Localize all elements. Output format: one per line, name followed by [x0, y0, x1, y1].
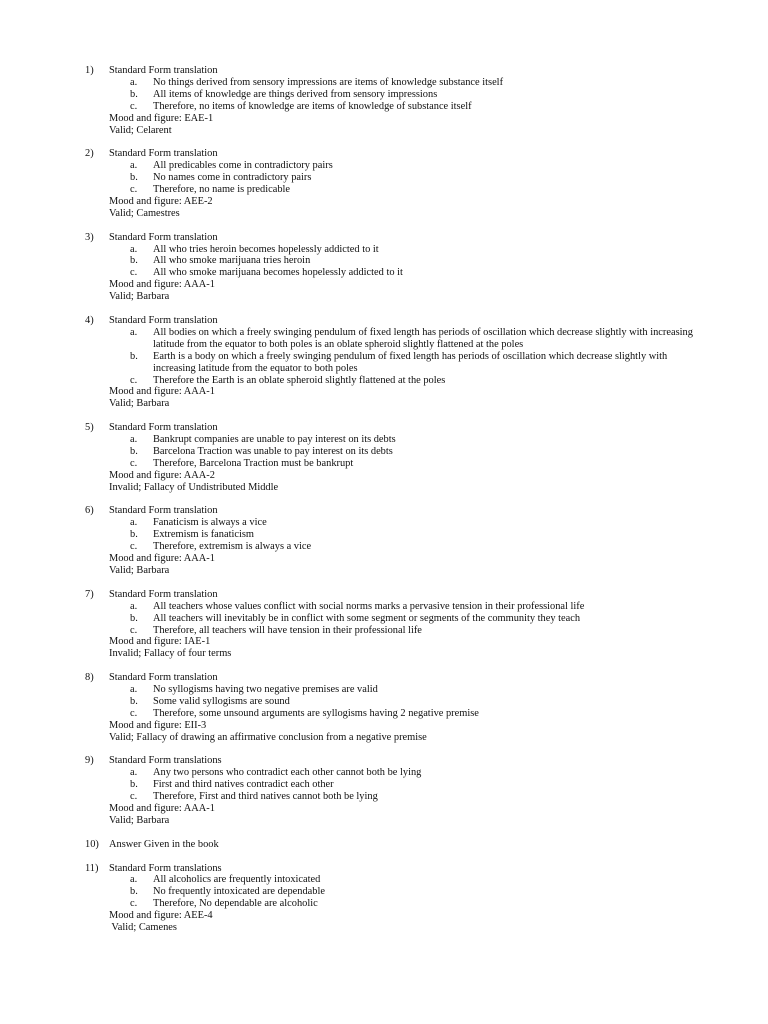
question-number: 10)	[85, 838, 99, 850]
premise-letter: c.	[130, 791, 138, 803]
question-number: 11)	[85, 862, 99, 874]
question-heading: Standard Form translation	[109, 588, 218, 600]
premise-line	[109, 458, 709, 470]
premise-text: All teachers whose values conflict with social norms marks a pervasive tension in their professional life	[153, 600, 585, 612]
premise-letter: b.	[130, 445, 138, 457]
question-number: 7)	[85, 588, 94, 600]
premise-text: No syllogisms having two negative premises are valid	[153, 684, 378, 696]
premise-text: Bankrupt companies are unable to pay interest on its debts	[153, 434, 396, 446]
question-heading: Standard Form translation	[109, 65, 218, 76]
premise-line	[109, 77, 709, 89]
premise-text: All who tries heroin becomes hopelessly addicted to it	[153, 243, 379, 255]
validity-verdict: Valid; Camenes	[109, 922, 177, 934]
validity-verdict: Valid; Barbara	[109, 291, 170, 303]
premise-text: Earth is a body on which a freely swinging pendulum of fixed length has periods of oscillation which decrease slightly with increasing latitude from the equator to both poles	[153, 350, 668, 374]
premise-letter: a.	[130, 517, 138, 529]
premise-line	[109, 351, 709, 375]
validity-verdict: Valid; Fallacy of drawing an affirmative conclusion from a negative premise	[109, 731, 427, 743]
question-heading: Standard Form translations	[109, 862, 222, 874]
question-item	[0, 863, 768, 934]
question-heading: Standard Form translation	[109, 314, 218, 326]
question-item	[0, 232, 768, 303]
premise-text: All predicables come in contradictory pairs	[153, 160, 333, 172]
question-body	[109, 505, 709, 576]
premise-letter: a.	[130, 600, 138, 612]
premise-line	[109, 684, 709, 696]
premise-letter: a.	[130, 684, 138, 696]
premise-line	[109, 101, 709, 113]
question-number: 2)	[85, 148, 94, 160]
premise-line	[109, 601, 709, 613]
validity-verdict: Valid; Barbara	[109, 814, 170, 826]
question-body	[109, 148, 709, 219]
mood-and-figure: Mood and figure: AEE-2	[109, 195, 213, 207]
premise-letter: c.	[130, 100, 138, 112]
premise-line	[109, 529, 709, 541]
validity-verdict: Invalid; Fallacy of four terms	[109, 648, 232, 660]
premise-line	[109, 375, 709, 387]
validity-verdict: Valid; Celarent	[109, 124, 172, 136]
premise-letter: b.	[130, 529, 138, 541]
question-number: 4)	[85, 314, 94, 326]
question-item	[0, 148, 768, 219]
question-body	[109, 65, 709, 136]
question-number: 1)	[85, 65, 94, 76]
premise-letter: b.	[130, 350, 138, 362]
document-page	[0, 65, 768, 946]
validity-verdict: Valid; Camestres	[109, 207, 180, 219]
question-body	[109, 315, 709, 410]
premise-text: Barcelona Traction was unable to pay interest on its debts	[153, 445, 393, 457]
premise-line	[109, 625, 709, 637]
premise-letter: b.	[130, 172, 138, 184]
premise-line	[109, 267, 709, 279]
premise-text: Therefore, no name is predicable	[153, 184, 291, 196]
mood-and-figure: Mood and figure: IAE-1	[109, 636, 211, 648]
premise-line	[109, 791, 709, 803]
premise-line	[109, 446, 709, 458]
premise-text: Therefore the Earth is an oblate spheroid slightly flattened at the poles	[153, 374, 446, 386]
question-item	[0, 65, 768, 136]
question-item	[0, 505, 768, 576]
question-body	[109, 589, 709, 660]
premise-letter: a.	[130, 243, 138, 255]
question-body	[109, 672, 709, 743]
premise-line	[109, 708, 709, 720]
question-heading: Answer Given in the book	[109, 838, 219, 850]
premise-line	[109, 89, 709, 101]
premise-line	[109, 160, 709, 172]
question-body	[109, 755, 709, 826]
premise-letter: c.	[130, 184, 138, 196]
premise-letter: a.	[130, 434, 138, 446]
question-number: 5)	[85, 422, 94, 434]
question-body	[109, 232, 709, 303]
premise-letter: a.	[130, 326, 138, 338]
premise-text: All items of knowledge are things derived from sensory impressions	[153, 88, 438, 100]
premise-text: No frequently intoxicated are dependable	[153, 886, 325, 898]
premise-line	[109, 255, 709, 267]
premise-text: No things derived from sensory impressions are items of knowledge substance itself	[153, 76, 504, 88]
premise-letter: c.	[130, 707, 138, 719]
question-number: 6)	[85, 505, 94, 517]
premise-text: All alcoholics are frequently intoxicated	[153, 874, 321, 886]
premise-text: Therefore, Barcelona Traction must be bankrupt	[153, 457, 354, 469]
premise-line	[109, 696, 709, 708]
question-item	[0, 672, 768, 743]
premise-letter: a.	[130, 160, 138, 172]
premise-letter: b.	[130, 88, 138, 100]
question-heading: Standard Form translation	[109, 505, 218, 517]
premise-letter: c.	[130, 898, 138, 910]
premise-text: Therefore, some unsound arguments are syllogisms having 2 negative premise	[153, 707, 479, 719]
premise-line	[109, 767, 709, 779]
premise-line	[109, 541, 709, 553]
premise-letter: a.	[130, 767, 138, 779]
premise-text: Therefore, First and third natives cannot both be lying	[153, 791, 378, 803]
question-body	[109, 863, 709, 934]
premise-text: All bodies on which a freely swinging pendulum of fixed length has periods of oscillation which decrease slightly with increasing latitude from the equator to both poles is an oblate spheroid slightly flattened at the poles	[153, 326, 693, 350]
premise-line	[109, 184, 709, 196]
premise-line	[109, 886, 709, 898]
premise-letter: b.	[130, 612, 138, 624]
mood-and-figure: Mood and figure: EAE-1	[109, 112, 214, 124]
validity-verdict: Valid; Barbara	[109, 398, 170, 410]
premise-text: Any two persons who contradict each other cannot both be lying	[153, 767, 422, 779]
premise-letter: b.	[130, 255, 138, 267]
question-number: 3)	[85, 231, 94, 243]
question-item	[0, 422, 768, 493]
premise-letter: c.	[130, 457, 138, 469]
premise-line	[109, 434, 709, 446]
premise-letter: a.	[130, 874, 138, 886]
premise-text: First and third natives contradict each other	[153, 779, 334, 791]
validity-verdict: Valid; Barbara	[109, 564, 170, 576]
premise-line	[109, 613, 709, 625]
premise-text: Therefore, no items of knowledge are items of knowledge of substance itself	[153, 100, 472, 112]
mood-and-figure: Mood and figure: AAA-2	[109, 469, 215, 481]
premise-text: Therefore, extremism is always a vice	[153, 541, 312, 553]
premise-text: All teachers will inevitably be in conflict with some segment or segments of the community they teach	[153, 612, 581, 624]
validity-verdict: Invalid; Fallacy of Undistributed Middle	[109, 481, 279, 493]
mood-and-figure: Mood and figure: AAA-1	[109, 803, 215, 815]
premise-line	[109, 244, 709, 256]
question-heading: Standard Form translations	[109, 755, 222, 767]
premise-letter: c.	[130, 267, 138, 279]
question-heading: Standard Form translation	[109, 231, 218, 243]
question-item	[0, 589, 768, 660]
question-number: 9)	[85, 755, 94, 767]
premise-line	[109, 898, 709, 910]
premise-letter: c.	[130, 374, 138, 386]
premise-text: Extremism is fanaticism	[153, 529, 254, 541]
mood-and-figure: Mood and figure: EII-3	[109, 719, 207, 731]
premise-text: Therefore, No dependable are alcoholic	[153, 898, 318, 910]
premise-letter: b.	[130, 886, 138, 898]
premise-letter: a.	[130, 76, 138, 88]
mood-and-figure: Mood and figure: AEE-4	[109, 910, 213, 922]
premise-letter: b.	[130, 695, 138, 707]
premise-text: All who smoke marijuana tries heroin	[153, 255, 311, 267]
premise-letter: c.	[130, 541, 138, 553]
question-body	[109, 422, 709, 493]
question-heading: Standard Form translation	[109, 148, 218, 160]
premise-letter: c.	[130, 624, 138, 636]
question-number: 8)	[85, 672, 94, 684]
premise-text: Therefore, all teachers will have tension in their professional life	[153, 624, 422, 636]
premise-line	[109, 172, 709, 184]
question-item	[0, 315, 768, 410]
premise-text: Fanaticism is always a vice	[153, 517, 267, 529]
premise-text: No names come in contradictory pairs	[153, 172, 312, 184]
question-heading: Standard Form translation	[109, 422, 218, 434]
mood-and-figure: Mood and figure: AAA-1	[109, 553, 215, 565]
question-item	[0, 755, 768, 826]
mood-and-figure: Mood and figure: AAA-1	[109, 279, 215, 291]
premise-line	[109, 327, 709, 351]
premise-letter: b.	[130, 779, 138, 791]
premise-text: Some valid syllogisms are sound	[153, 695, 290, 707]
mood-and-figure: Mood and figure: AAA-1	[109, 386, 215, 398]
premise-text: All who smoke marijuana becomes hopelessly addicted to it	[153, 267, 403, 279]
premise-line	[109, 779, 709, 791]
question-item	[0, 839, 768, 851]
premise-line	[109, 517, 709, 529]
premise-line	[109, 874, 709, 886]
question-body	[109, 839, 709, 851]
question-heading: Standard Form translation	[109, 672, 218, 684]
